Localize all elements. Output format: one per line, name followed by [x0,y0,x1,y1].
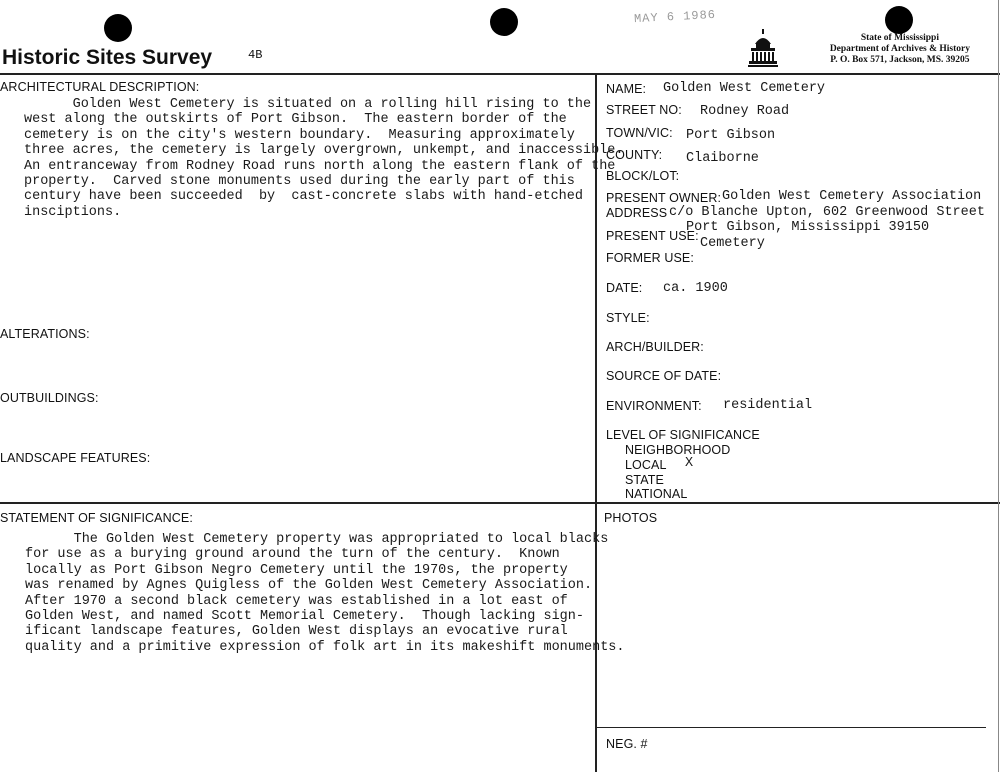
name-label: NAME: [606,82,647,96]
form-number: 4B [248,48,263,62]
text-line: After 1970 a second black cemetery was established in a lot east of [25,593,568,609]
street-value: Rodney Road [700,104,790,119]
address-line-2: Port Gibson, Mississippi 39150 [686,220,930,235]
agency-address [830,33,970,67]
text-line: insciptions. [24,204,122,220]
name-value: Golden West Cemetery [663,81,826,96]
statement-of-significance-label: STATEMENT OF SIGNIFICANCE: [0,511,193,525]
alterations-label: ALTERATIONS: [0,327,90,341]
text-line: century have been succeeded by cast-concrete slabs with hand-etched [24,189,583,205]
capitol-building-icon [748,28,778,68]
style-label: STYLE: [606,311,650,325]
neg-number-label: NEG. # [606,737,648,751]
received-stamp: MAY 6 1986 [633,7,717,27]
punch-hole-left [104,14,132,42]
level-local-mark: X [685,456,694,471]
level-state: STATE [625,473,664,487]
text-line: ificant landscape features, Golden West displays an evocative rural [25,624,568,640]
present-use-label: PRESENT USE: [606,229,699,243]
present-use-value: Cemetery [700,236,765,251]
address-line-1: c/o Blanche Upton, 602 Greenwood Street [669,205,985,220]
county-label: COUNTY: [606,148,663,162]
present-owner-value: Golden West Cemetery Association [722,189,982,204]
photos-label: PHOTOS [604,511,658,525]
agency-postal: P. O. Box 571, Jackson, MS. 39205 [830,55,970,66]
architectural-description-label: ARCHITECTURAL DESCRIPTION: [0,80,200,94]
town-label: TOWN/VIC: [606,126,673,140]
header-rule [0,73,1000,75]
text-line: for use as a burying ground around the turn of the century. Known [25,547,560,563]
text-line: cemetery is on the city's western boundary. Measuring approximately [24,127,575,143]
text-line: Golden West Cemetery is situated on a rolling hill rising to the [24,97,592,112]
landscape-features-label: LANDSCAPE FEATURES: [0,451,151,465]
outbuildings-label: OUTBUILDINGS: [0,391,99,405]
text-line: An entranceway from Rodney Road runs north along the eastern flank of the [24,158,616,174]
text-line: Golden West, and named Scott Memorial Cemetery. Though lacking sign- [25,609,584,625]
text-line: locally as Port Gibson Negro Cemetery until the 1970s, the property [25,562,568,578]
punch-hole-center [490,8,518,36]
text-line: was renamed by Agnes Quigless of the Golden West Cemetery Association. [25,578,593,594]
level-national: NATIONAL [625,487,688,501]
town-value: Port Gibson [686,128,776,143]
section-rule [0,502,1000,504]
environment-value: residential [723,398,813,413]
agency-department: Department of Archives & History [829,44,970,55]
right-edge-rule [998,0,999,772]
level-neighborhood: NEIGHBORHOOD [625,443,731,457]
level-local: LOCAL [625,458,667,472]
text-line: property. Carved stone monuments used during the early part of this [24,174,575,190]
text-line: The Golden West Cemetery property was appropriated to local blacks [25,532,609,547]
date-value: ca. 1900 [663,281,728,296]
text-line: west along the outskirts of Port Gibson. The eastern border of the [24,112,567,128]
text-line: quality and a primitive expression of folk art in its makeshift monuments. [25,639,625,655]
environment-label: ENVIRONMENT: [606,399,702,413]
neg-rule [596,727,986,728]
date-label: DATE: [606,281,643,295]
present-owner-label: PRESENT OWNER: [606,191,722,205]
county-value: Claiborne [686,151,759,166]
arch-builder-label: ARCH/BUILDER: [606,340,704,354]
former-use-label: FORMER USE: [606,251,694,265]
address-label: ADDRESS [606,206,668,220]
architectural-description-text [24,97,624,220]
level-of-significance-label: LEVEL OF SIGNIFICANCE [606,428,760,442]
source-of-date-label: SOURCE OF DATE: [606,369,722,383]
block-lot-label: BLOCK/LOT: [606,169,680,183]
survey-title: Historic Sites Survey [2,46,213,69]
street-label: STREET NO: [606,103,682,117]
statement-of-significance-text [25,532,625,655]
text-line: three acres, the cemetery is largely overgrown, unkempt, and inaccessible. [24,143,624,159]
agency-state: State of Mississippi [860,33,939,43]
punch-hole-right [885,6,913,34]
